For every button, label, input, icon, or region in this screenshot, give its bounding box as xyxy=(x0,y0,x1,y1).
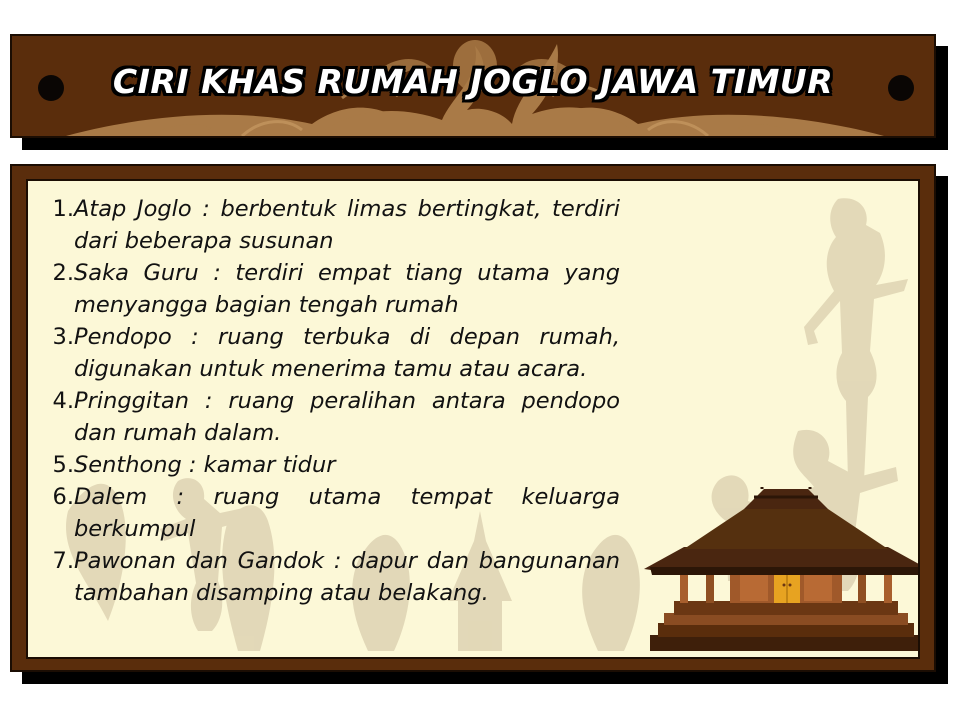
list-item-number: 6. xyxy=(52,484,74,510)
list-item xyxy=(38,193,620,257)
list-item xyxy=(38,449,620,481)
list-item xyxy=(38,257,620,321)
features-list xyxy=(38,193,620,609)
list-item-text: Pendopo : ruang terbuka di depan rumah, digunakan untuk menerima tamu atau acara. xyxy=(74,324,620,382)
list-item xyxy=(38,385,620,449)
list-item-text: Pawonan dan Gandok : dapur dan bangunanan tambahan disamping atau belakang. xyxy=(74,548,620,606)
list-item-text: Senthong : kamar tidur xyxy=(74,452,336,478)
joglo-house-illustration xyxy=(644,487,920,657)
list-item xyxy=(38,481,620,545)
list-item-text: Atap Joglo : berbentuk limas bertingkat, terdiri dari beberapa susunan xyxy=(74,196,620,254)
list-item-number: 1. xyxy=(52,196,74,222)
list-item-number: 2. xyxy=(52,260,74,286)
title-banner xyxy=(10,34,936,138)
list-item-text: Dalem : ruang utama tempat keluarga berkumpul xyxy=(74,484,620,542)
list-item xyxy=(38,545,620,609)
list-item-text: Saka Guru : terdiri empat tiang utama yang menyangga bagian tengah rumah xyxy=(74,260,620,318)
content-panel xyxy=(26,179,920,659)
list-item-number: 4. xyxy=(52,388,74,414)
list-item xyxy=(38,321,620,385)
list-item-number: 5. xyxy=(52,452,74,478)
list-item-number: 7. xyxy=(52,548,74,574)
list-item-number: 3. xyxy=(52,324,74,350)
page-title: CIRI KHAS RUMAH JOGLO JAWA TIMUR xyxy=(112,62,834,101)
content-board xyxy=(10,164,936,672)
features-list-container xyxy=(38,193,620,609)
list-item-text: Pringgitan : ruang peralihan antara pendopo dan rumah dalam. xyxy=(74,388,620,446)
